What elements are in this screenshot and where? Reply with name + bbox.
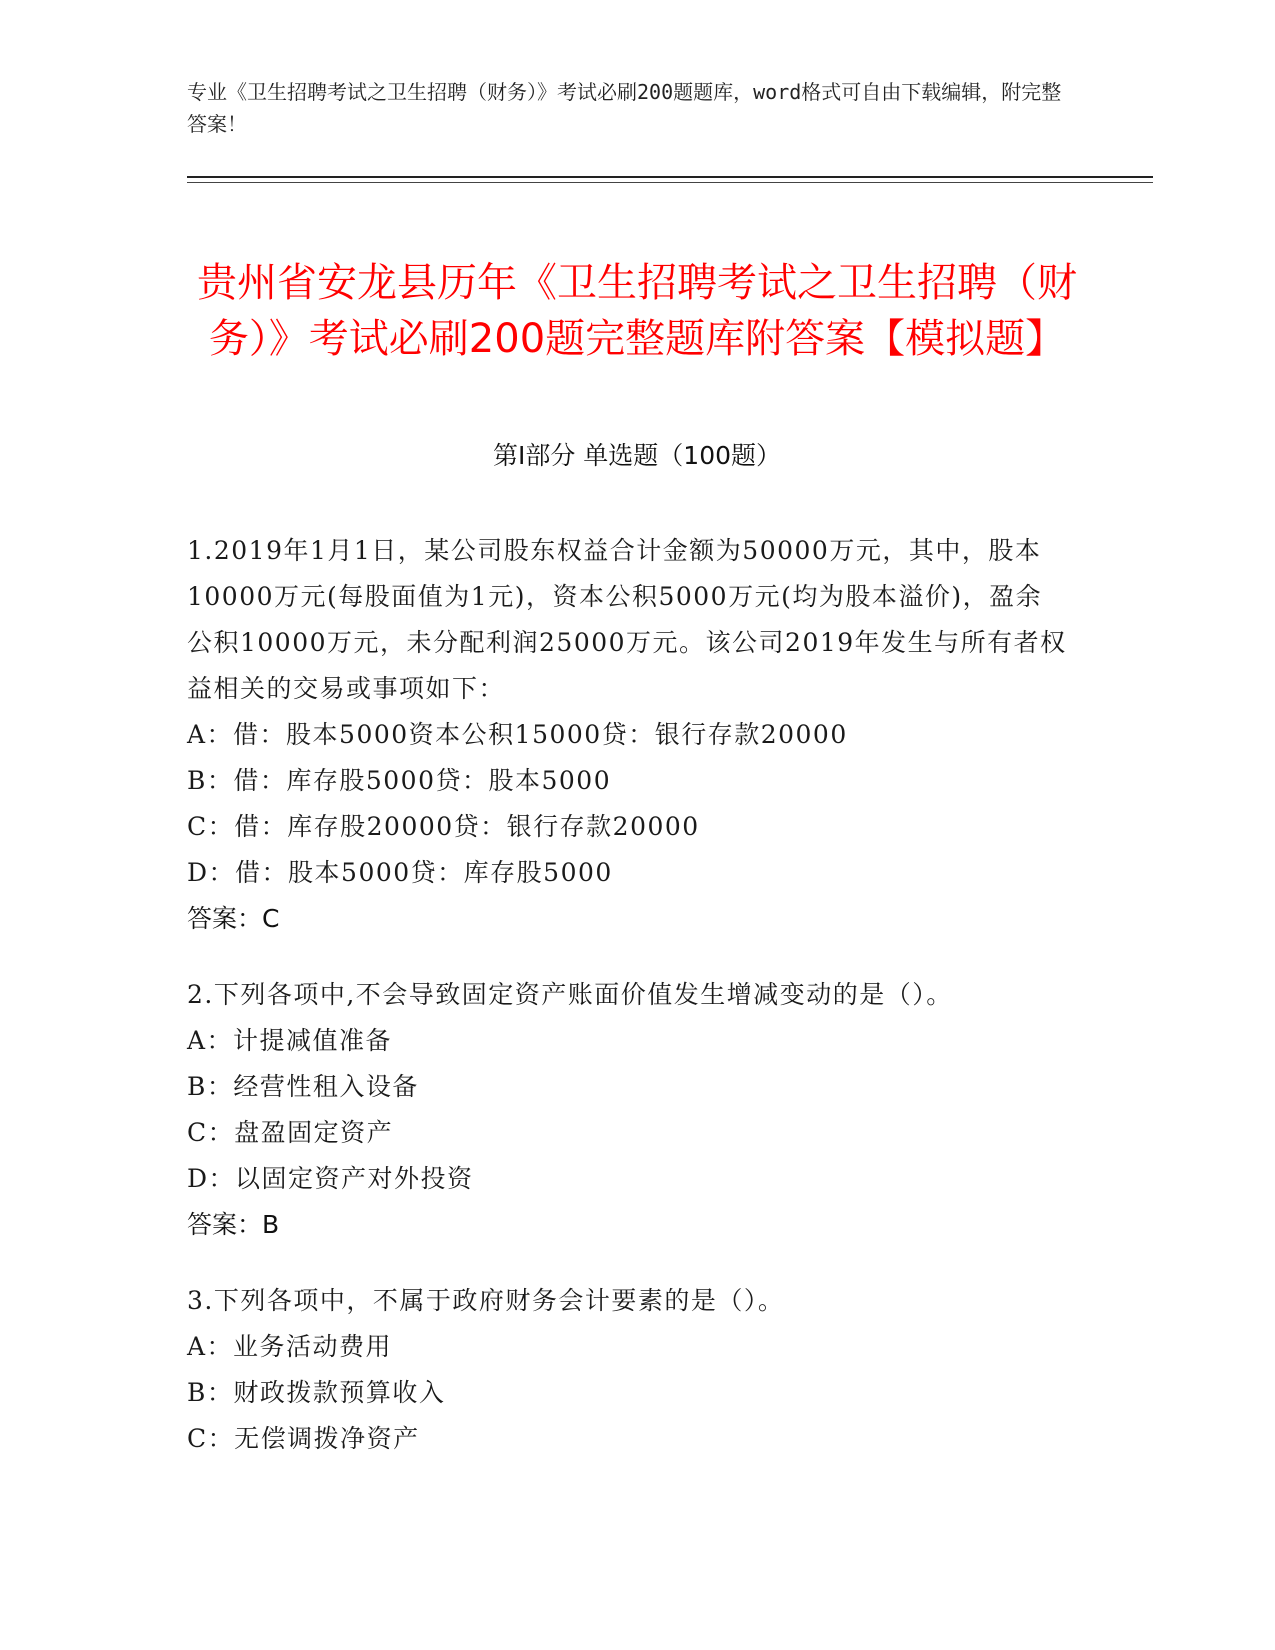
document-title: 贵州省安龙县历年《卫生招聘考试之卫生招聘（财务）》考试必刷200题完整题库附答案【模拟题】 [197, 259, 1077, 362]
question-stem: 2.下列各项中,不会导致固定资产账面价值发生增减变动的是（）。 [187, 980, 953, 1009]
option-d: D：以固定资产对外投资 [187, 1164, 474, 1193]
option-c: C：借：库存股20000贷：银行存款20000 [187, 812, 700, 841]
question-2 [187, 972, 1067, 1248]
header-divider-thin [187, 182, 1153, 183]
question-stem: 3.下列各项中，不属于政府财务会计要素的是（）。 [187, 1286, 785, 1315]
question-stem: 1.2019年1月1日，某公司股东权益合计金额为50000万元，其中，股本10000万元(每股面值为1元)，资本公积5000万元(均为股本溢价)，盈余公积10000万元，未分配利润25000万元。该公司2019年发生与所有者权益相关的交易或事项如下： [187, 536, 1067, 703]
option-b: B：借：库存股5000贷：股本5000 [187, 766, 612, 795]
header-note: 专业《卫生招聘考试之卫生招聘（财务）》考试必刷200题题库，word格式可自由下载编辑，附完整答案！ [187, 80, 1062, 136]
header-divider-thick [187, 176, 1153, 178]
option-a: A：计提减值准备 [187, 1026, 393, 1055]
answer: 答案：C [187, 904, 280, 933]
option-a: A：借：股本5000资本公积15000贷：银行存款20000 [187, 720, 848, 749]
option-b: B：经营性租入设备 [187, 1072, 419, 1101]
option-b: B：财政拨款预算收入 [187, 1378, 446, 1407]
option-d: D：借：股本5000贷：库存股5000 [187, 858, 613, 887]
question-3 [187, 1278, 1067, 1462]
option-a: A：业务活动费用 [187, 1332, 393, 1361]
question-list [187, 528, 1067, 1492]
section-title: 第Ⅰ部分 单选题（100题） [492, 441, 782, 470]
question-1 [187, 528, 1067, 942]
option-c: C：盘盈固定资产 [187, 1118, 394, 1147]
answer: 答案：B [187, 1210, 280, 1239]
option-c: C：无偿调拨净资产 [187, 1424, 420, 1453]
